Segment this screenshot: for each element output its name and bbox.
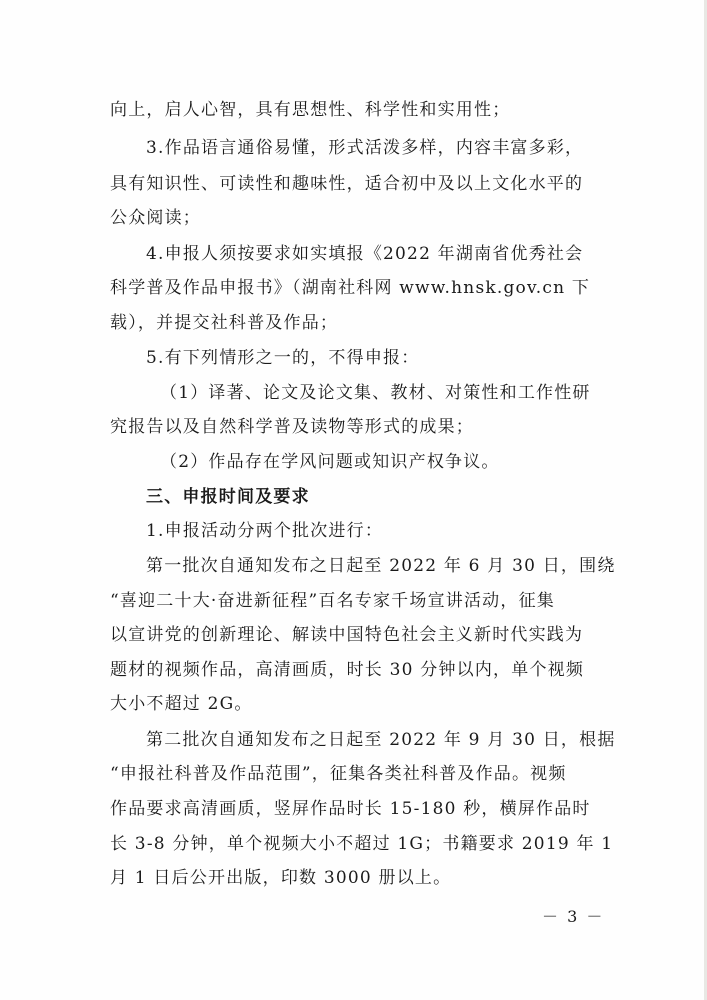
text-line: 长 3-8 分钟，单个视频大小不超过 1G；书籍要求 2019 年 1 [110, 834, 614, 854]
text-line: 4.申报人须按要求如实填报《2022 年湖南省优秀社会 [146, 244, 584, 264]
text-line: 题材的视频作品，高清画质，时长 30 分钟以内，单个视频 [110, 660, 585, 680]
text-line: 科学普及作品申报书》（湖南社科网 www.hnsk.gov.cn 下 [110, 278, 591, 298]
text-line: 作品要求高清画质，竖屏作品时长 15-180 秒，横屏作品时 [110, 799, 591, 819]
text-line: 第一批次自通知发布之日起至 2022 年 6 月 30 日，围绕 [146, 556, 616, 576]
text-line: 第二批次自通知发布之日起至 2022 年 9 月 30 日，根据 [146, 730, 616, 750]
text-line: “喜迎二十大·奋进新征程”百名专家千场宣讲活动，征集 [110, 591, 555, 611]
text-line: 以宣讲党的创新理论、解读中国特色社会主义新时代实践为 [110, 625, 584, 645]
page-number: － 3 － [542, 907, 605, 926]
text-line: 大小不超过 2G。 [110, 694, 253, 714]
text-line: 月 1 日后公开出版，印数 3000 册以上。 [110, 868, 452, 888]
text-line: 3.作品语言通俗易懂，形式活泼多样，内容丰富多彩， [146, 138, 584, 158]
text-line: 向上，启人心智，具有思想性、科学性和实用性； [110, 100, 511, 120]
text-line: 5.有下列情形之一的，不得申报： [146, 348, 420, 368]
text-line: （1）译著、论文及论文集、教材、对策性和工作性研 [160, 383, 591, 403]
text-line: 1.申报活动分两个批次进行： [146, 521, 384, 541]
text-line: 具有知识性、可读性和趣味性，适合初中及以上文化水平的 [110, 174, 584, 194]
text-line: 究报告以及自然科学普及读物等形式的成果； [110, 417, 474, 437]
text-line: 载），并提交社科普及作品； [110, 313, 339, 333]
text-line: “申报社科普及作品范围”，征集各类社科普及作品。视频 [110, 764, 567, 784]
section-heading: 三、申报时间及要求 [146, 487, 310, 507]
text-line: 公众阅读； [110, 208, 201, 228]
text-line: （2）作品存在学风问题或知识产权争议。 [160, 452, 500, 472]
